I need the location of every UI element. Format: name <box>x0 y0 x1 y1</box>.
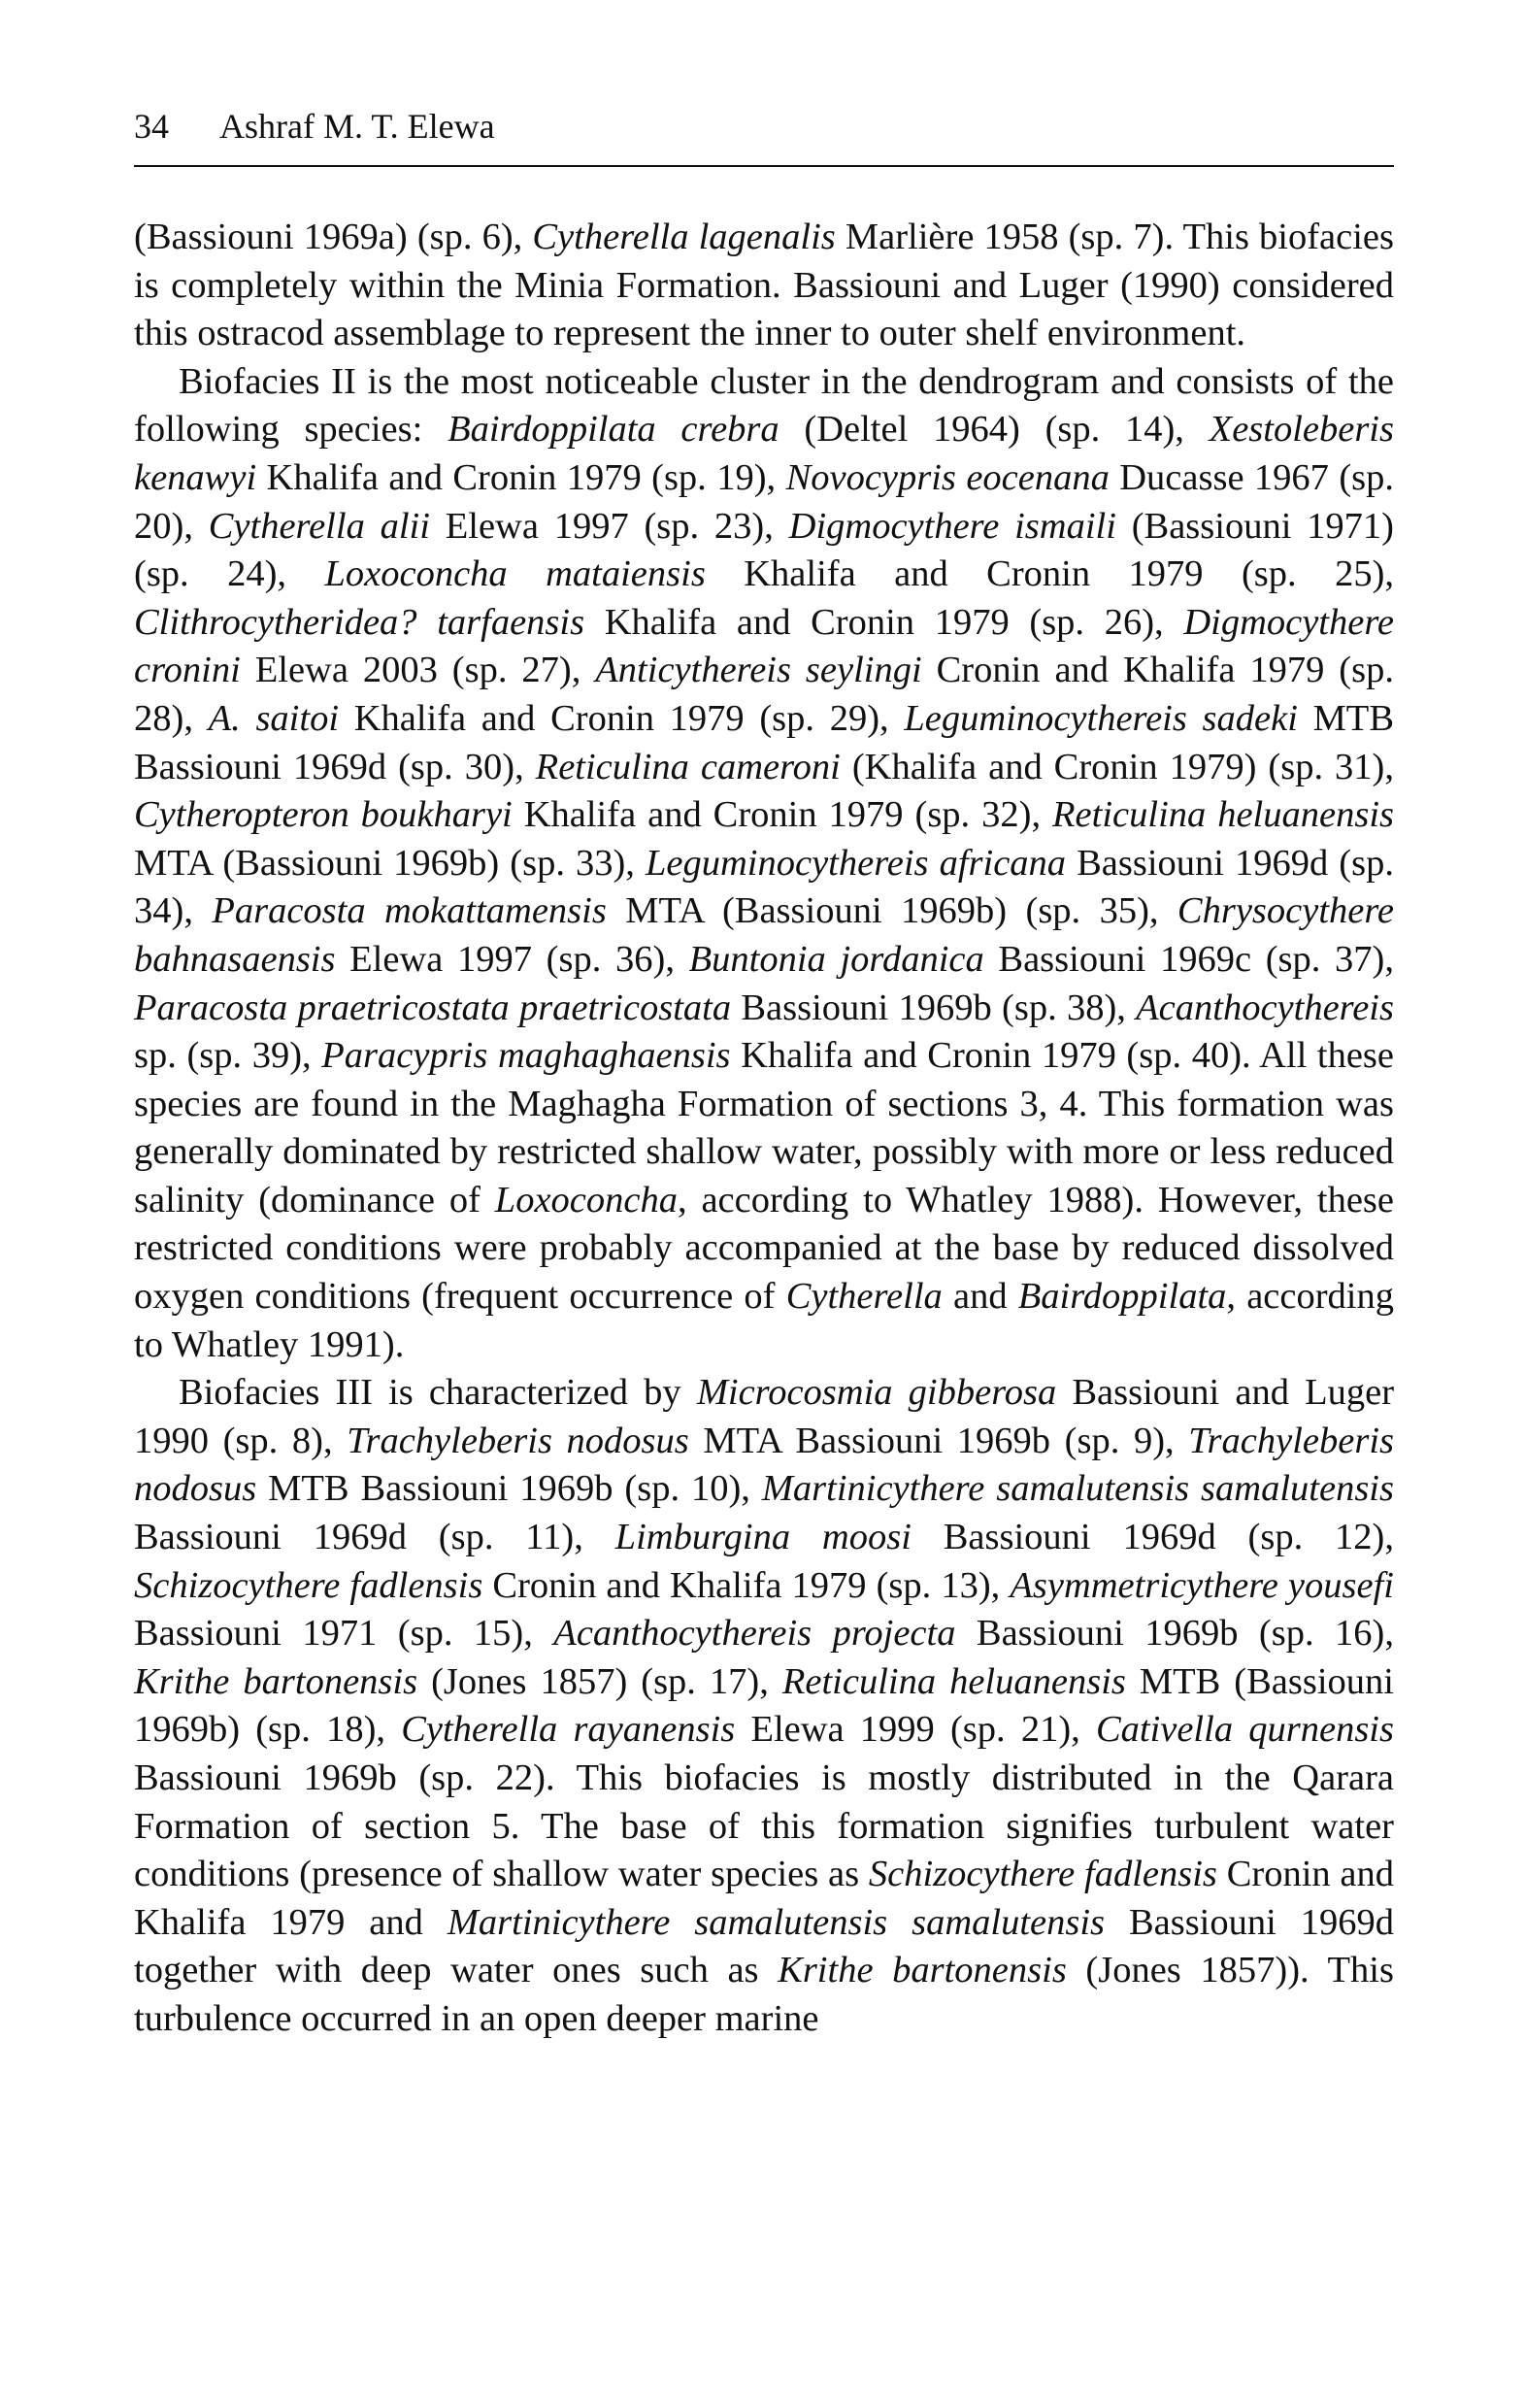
text-run: (Jones 1857) (sp. 17), <box>417 1660 782 1702</box>
species-name: Martinicythere samalutensis samalutensis <box>447 1901 1106 1943</box>
species-name: Microcosmia gibberosa <box>696 1372 1057 1414</box>
species-name: Krithe bartonensis <box>778 1950 1067 1991</box>
species-name: Martinicythere samalutensis samalutensis <box>761 1468 1394 1510</box>
species-name: Reticulina heluanensis <box>1052 794 1394 836</box>
text-run: Cronin and Khalifa 1979 and <box>134 1854 1394 1943</box>
species-name: Novocypris eocenana <box>785 456 1110 498</box>
species-name: Loxoconcha <box>494 1179 678 1221</box>
text-run: Khalifa and Cronin 1979 (sp. 19), <box>256 456 786 498</box>
species-name: Cytherella <box>785 1276 943 1318</box>
species-name: Paracypris maghaghaensis <box>321 1035 731 1077</box>
text-run: Marlière 1958 (sp. 7). This biofacies is completely within the Minia Formation. Bassiouni and Luger (1990) considered this ostracod assemblage to represent the inner to outer shelf environment. <box>134 217 1395 354</box>
species-name: Buntonia jordanica <box>688 938 984 980</box>
text-run: Bassiouni 1969b (sp. 38), <box>731 987 1137 1028</box>
text-run: , according to Whatley 1991). <box>134 1276 1394 1365</box>
author-name: Ashraf M. T. Elewa <box>219 107 495 146</box>
text-run: MTB (Bassiouni 1969b) (sp. 18), <box>134 1660 1395 1751</box>
text-run: Biofacies III is characterized by <box>179 1372 697 1414</box>
text-run: (Jones 1857)). This turbulence occurred in an open deeper marine <box>134 1950 1394 2039</box>
text-run: Elewa 2003 (sp. 27), <box>240 650 596 691</box>
text-run: Khalifa and Cronin 1979 (sp. 26), <box>584 601 1184 643</box>
text-run: MTA Bassiouni 1969b (sp. 9), <box>688 1420 1189 1461</box>
text-run: MTB Bassiouni 1969d (sp. 30), <box>134 697 1394 787</box>
species-name: Krithe bartonensis <box>134 1660 418 1702</box>
text-run: Bassiouni 1969c (sp. 37), <box>983 938 1394 980</box>
species-name: Leguminocythereis africana <box>645 842 1067 884</box>
text-run: Bassiouni 1969d (sp. 11), <box>134 1517 615 1558</box>
text-run: (Bassiouni 1971) (sp. 24), <box>134 505 1394 595</box>
text-run: Bassiouni 1969d (sp. 12), <box>911 1517 1394 1558</box>
text-run: (Deltel 1964) (sp. 14), <box>779 409 1210 451</box>
text-run: , according to Whatley 1988). However, these restricted conditions were probably accompanied at the base by reduced dissolved oxygen conditions (frequent occurrence of <box>134 1179 1395 1318</box>
species-name: Loxoconcha mataiensis <box>324 553 706 595</box>
text-run: Elewa 1999 (sp. 21), <box>735 1709 1096 1751</box>
species-name: Anticythereis seylingi <box>595 650 922 691</box>
header-rule <box>134 165 1394 167</box>
text-run: Bassiouni 1971 (sp. 15), <box>134 1613 554 1655</box>
species-name: Schizocythere fadlensis <box>868 1854 1217 1895</box>
species-name: Paracosta mokattamensis <box>212 890 607 932</box>
text-run: (Khalifa and Cronin 1979) (sp. 31), <box>840 746 1394 787</box>
text-run: MTA (Bassiouni 1969b) (sp. 35), <box>606 890 1177 932</box>
species-name: Acanthocythereis <box>1136 987 1394 1028</box>
page-number: 34 <box>134 107 169 146</box>
species-name: Limburgina moosi <box>614 1517 912 1558</box>
species-name: Clithrocytheridea? tarfaensis <box>134 601 585 643</box>
species-name: Digmocythere cronini <box>134 601 1394 691</box>
paragraph <box>134 358 1394 1369</box>
species-name: Chrysocythere bahnasaensis <box>134 890 1394 980</box>
text-run: Cronin and Khalifa 1979 (sp. 13), <box>482 1564 1011 1606</box>
text-run: Khalifa and Cronin 1979 (sp. 29), <box>339 697 905 739</box>
species-name: A. saitoi <box>208 697 340 739</box>
text-run: Ducasse 1967 (sp. 20), <box>134 456 1395 547</box>
species-name: Reticulina heluanensis <box>781 1660 1126 1702</box>
text-run: Khalifa and Cronin 1979 (sp. 25), <box>705 553 1395 595</box>
text-run: Bassiouni 1969d (sp. 34), <box>134 842 1394 932</box>
text-run: Khalifa and Cronin 1979 (sp. 32), <box>512 794 1053 836</box>
paragraph <box>134 1369 1394 2043</box>
species-name: Bairdoppilata crebra <box>448 409 779 451</box>
text-run: sp. (sp. 39), <box>134 1035 322 1077</box>
species-name: Cytherella rayanensis <box>401 1709 736 1751</box>
species-name: Acanthocythereis projecta <box>553 1613 956 1655</box>
text-run: Biofacies II is the most noticeable cluster in the dendrogram and consists of the following species: <box>134 360 1394 451</box>
text-run: Cronin and Khalifa 1979 (sp. 28), <box>134 650 1394 739</box>
species-name: Trachyleberis nodosus <box>347 1420 689 1461</box>
species-name: Reticulina cameroni <box>535 746 841 787</box>
species-name: Cativella qurnensis <box>1095 1709 1394 1751</box>
text-run: Bassiouni 1969b (sp. 16), <box>955 1613 1394 1655</box>
species-name: Digmocythere ismaili <box>788 505 1116 547</box>
text-run: MTB Bassiouni 1969b (sp. 10), <box>256 1468 762 1510</box>
text-run: Bassiouni 1969b (sp. 22). This biofacies is mostly distributed in the Qarara Formation of section 5. The base of this formation signifies turbulent water conditions (presence of shallow water species as <box>134 1757 1394 1895</box>
text-run: Elewa 1997 (sp. 23), <box>429 505 789 547</box>
text-run: Bassiouni and Luger 1990 (sp. 8), <box>134 1372 1395 1461</box>
species-name: Cytheropteron boukharyi <box>134 794 513 836</box>
species-name: Asymmetricythere yousefi <box>1010 1564 1394 1606</box>
species-name: Cytherella lagenalis <box>532 217 836 257</box>
text-run: and <box>942 1276 1018 1318</box>
text-run: (Bassiouni 1969a) (sp. 6), <box>134 217 533 257</box>
species-name: Schizocythere fadlensis <box>134 1564 483 1606</box>
species-name: Bairdoppilata <box>1017 1276 1227 1318</box>
text-run: Khalifa and Cronin 1979 (sp. 40). All these species are found in the Maghagha Formation of sections 3, 4. This formation was generally dominated by restricted shallow water, possibly with more or less reduced salinity (dominance of <box>134 1035 1394 1221</box>
text-run: Bassiouni 1969d together with deep water ones such as <box>134 1901 1394 1991</box>
species-name: Xestoleberis kenawyi <box>134 409 1394 498</box>
text-run: Elewa 1997 (sp. 36), <box>335 938 689 980</box>
paragraph <box>134 214 1394 358</box>
species-name: Cytherella alii <box>208 505 430 547</box>
species-name: Leguminocythereis sadeki <box>904 697 1298 739</box>
running-head <box>134 105 1394 148</box>
body-text <box>134 214 1394 2044</box>
species-name: Paracosta praetricostata praetricostata <box>134 987 732 1028</box>
text-run: MTA (Bassiouni 1969b) (sp. 33), <box>134 842 646 884</box>
species-name: Trachyleberis nodosus <box>134 1420 1394 1510</box>
